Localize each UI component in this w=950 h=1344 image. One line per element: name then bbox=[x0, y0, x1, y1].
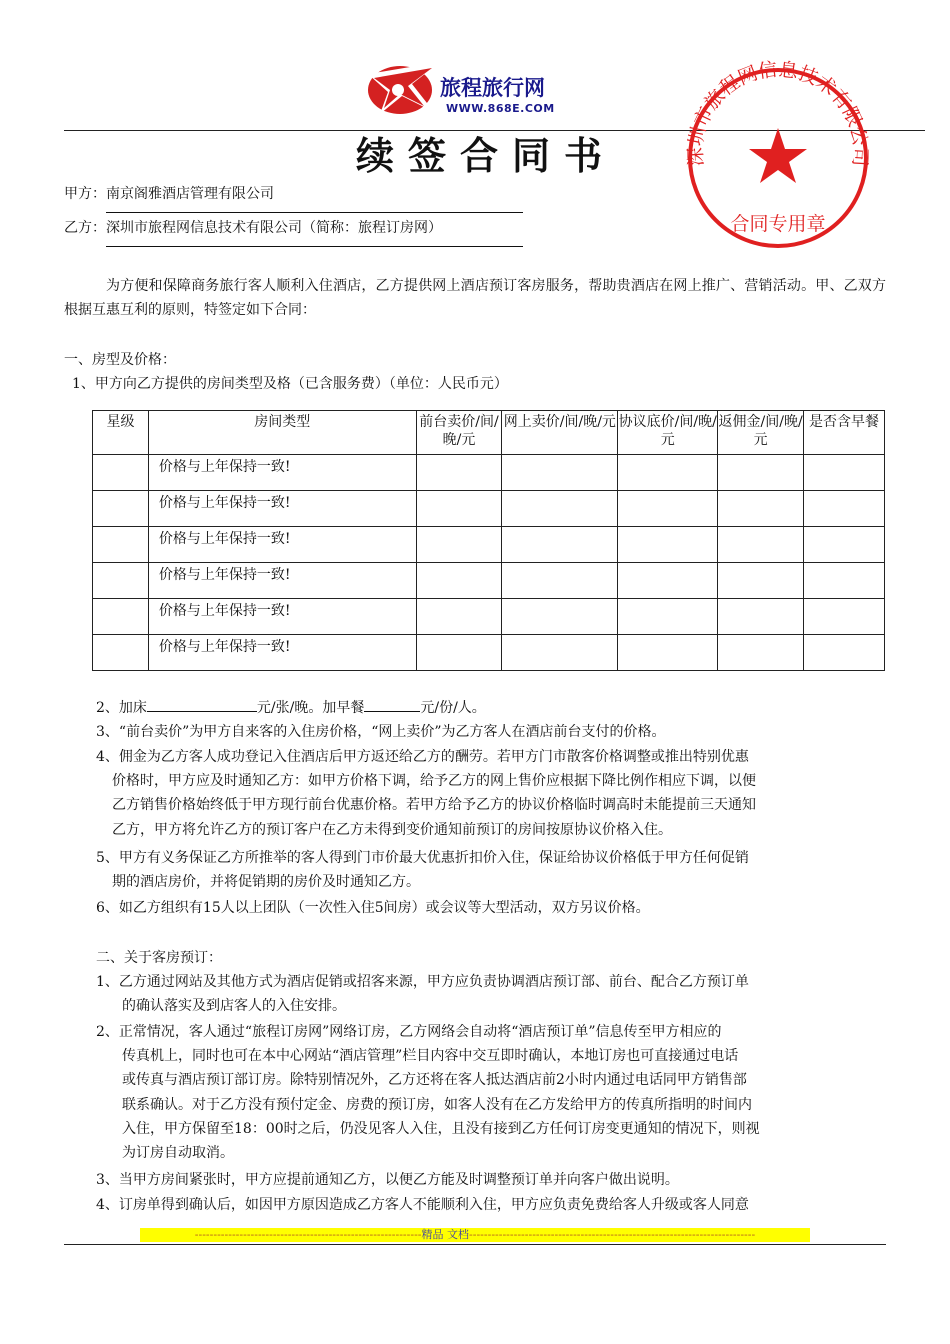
col-header: 返佣金/间/晚/元 bbox=[718, 411, 804, 455]
s2-item-2-line: 为订房自动取消。 bbox=[122, 1145, 234, 1162]
s2-item-1-line: 1、乙方通过网站及其他方式为酒店促销或招客来源，甲方应负责协调酒店预订部、前台、配合乙方预订单 bbox=[96, 974, 749, 990]
table-row bbox=[93, 563, 885, 599]
extra-breakfast-label: 元/张/晚。加早餐 bbox=[256, 700, 365, 716]
extra-bed-blank bbox=[147, 697, 257, 712]
room-type-cell: 价格与上年保持一致! bbox=[148, 563, 416, 599]
logo-url: WWW.868E.COM bbox=[446, 102, 555, 115]
room-type-cell: 价格与上年保持一致! bbox=[148, 635, 416, 671]
logo bbox=[362, 56, 582, 124]
table-row bbox=[93, 491, 885, 527]
party-b-value: 深圳市旅程网信息技术有限公司（简称：旅程订房网） bbox=[106, 220, 442, 236]
item-3: 3、“前台卖价”为甲方自来客的入住房价格，“网上卖价”为乙方客人在酒店前台支付的价格。 bbox=[96, 724, 666, 740]
extra-breakfast-blank bbox=[364, 697, 420, 712]
s2-item-2-line: 入住，甲方保留至18：00时之后，仍没见客人入住，且没有接到乙方任何订房变更通知的情况下，则视 bbox=[122, 1120, 760, 1137]
party-b bbox=[64, 216, 442, 240]
party-a bbox=[64, 182, 274, 206]
item-4-line: 乙方，甲方将允许乙方的预订客户在乙方未得到变价通知前预订的房间按原协议价格入住。 bbox=[112, 821, 672, 838]
section2-heading: 二、关于客房预订： bbox=[96, 950, 222, 966]
room-type-cell: 价格与上年保持一致! bbox=[148, 527, 416, 563]
footer-rule bbox=[64, 1244, 886, 1245]
stamp-bottom-text: 合同专用章 bbox=[730, 213, 826, 235]
s2-item-2-line: 或传真与酒店预订部订房。除特别情况外，乙方还将在客人抵达酒店前2小时内通过电话同甲方销售部 bbox=[122, 1072, 747, 1089]
s2-item-1 bbox=[96, 970, 749, 1018]
item-4-line: 价格时，甲方应及时通知乙方：如甲方价格下调，给予乙方的网上售价应根据下降比例作相应下调，以便 bbox=[112, 773, 756, 790]
table-row bbox=[93, 527, 885, 563]
party-b-underline bbox=[106, 246, 523, 247]
s2-item-1-line: 的确认落实及到店客人的入住安排。 bbox=[122, 998, 346, 1015]
item-6: 6、如乙方组织有15人以上团队（一次性入住5间房）或会议等大型活动，双方另议价格。 bbox=[96, 900, 650, 916]
intro-paragraph: 为方便和保障商务旅行客人顺利入住酒店，乙方提供网上酒店预订客房服务，帮助贵酒店在网上推广、营销活动。甲、乙双方根据互惠互利的原则，特签定如下合同： bbox=[64, 278, 886, 318]
extra-breakfast-unit: 元/份/人。 bbox=[420, 700, 486, 716]
logo-name: 旅程旅行网 bbox=[440, 76, 545, 100]
item-4-line: 4、佣金为乙方客人成功登记入住酒店后甲方返还给乙方的酬劳。若甲方门市散客价格调整或推出特别优惠 bbox=[96, 749, 749, 765]
col-header: 协议底价/间/晚/元 bbox=[618, 411, 718, 455]
item-4-line: 乙方销售价格始终低于甲方现行前台优惠价格。若甲方给予乙方的协议价格临时调高时未能提前三天通知 bbox=[112, 797, 756, 814]
item-5-line: 期的酒店房价，并将促销期的房价及时通知乙方。 bbox=[112, 874, 420, 891]
s2-item-3: 3、当甲方房间紧张时，甲方应提前通知乙方，以便乙方能及时调整预订单并向客户做出说明。 bbox=[96, 1172, 679, 1188]
table-row bbox=[93, 635, 885, 671]
star-icon bbox=[749, 128, 807, 183]
contract-stamp bbox=[678, 58, 878, 258]
footer-dashes-left: ------------------------------------------------------------- bbox=[194, 1228, 422, 1241]
s2-item-2-line: 2、正常情况，客人通过“旅程订房网”网络订房，乙方网络会自动将“酒店预订单”信息传至甲方相应的 bbox=[96, 1024, 722, 1040]
page-title: 续签合同书 bbox=[356, 133, 617, 178]
table-header-row bbox=[93, 411, 885, 455]
party-a-label: 甲方： bbox=[64, 186, 106, 202]
section1-heading: 一、房型及价格： bbox=[64, 352, 176, 368]
table-row bbox=[93, 599, 885, 635]
room-price-table bbox=[92, 410, 885, 671]
col-header: 前台卖价/间/晚/元 bbox=[416, 411, 502, 455]
footer-label: 精品 文档 bbox=[421, 1228, 470, 1241]
item-extra-bed bbox=[96, 696, 486, 720]
item-5 bbox=[96, 846, 749, 894]
s2-item-4: 4、订房单得到确认后，如因甲方原因造成乙方客人不能顺利入住，甲方应负责免费给客人升级或客人同意 bbox=[96, 1197, 749, 1213]
footer-banner bbox=[140, 1228, 810, 1242]
item-4 bbox=[96, 745, 756, 842]
footer-dashes-right: ----------------------------------------------------------------------------- bbox=[469, 1228, 756, 1241]
section1-sub1: 1、甲方向乙方提供的房间类型及格（已含服务费）（单位：人民币元） bbox=[72, 376, 508, 392]
col-header: 网上卖价/间/晚/元 bbox=[502, 411, 618, 455]
col-header: 房间类型 bbox=[148, 411, 416, 455]
col-header: 是否含早餐 bbox=[804, 411, 885, 455]
room-type-cell: 价格与上年保持一致! bbox=[148, 491, 416, 527]
s2-item-2-line: 传真机上，同时也可在本中心网站“酒店管理”栏目内容中交互即时确认，本地订房也可直接通过电话 bbox=[122, 1048, 739, 1065]
party-a-underline bbox=[106, 212, 523, 213]
extra-bed-label: 2、加床 bbox=[96, 700, 147, 716]
table-row bbox=[93, 455, 885, 491]
logo-plane-icon bbox=[362, 56, 446, 120]
room-type-cell: 价格与上年保持一致! bbox=[148, 455, 416, 491]
col-header: 星级 bbox=[93, 411, 149, 455]
party-a-value: 南京阁雅酒店管理有限公司 bbox=[106, 186, 274, 202]
item-5-line: 5、甲方有义务保证乙方所推举的客人得到门市价最大优惠折扣价入住，保证给协议价格低于甲方任何促销 bbox=[96, 850, 749, 866]
room-type-cell: 价格与上年保持一致! bbox=[148, 599, 416, 635]
stamp-top-text: 深圳市旅程网信息技术有限公司 bbox=[684, 58, 872, 167]
s2-item-2-line: 联系确认。对于乙方没有预付定金、房费的预订房，如客人没有在乙方发给甲方的传真所指明的时间内 bbox=[122, 1096, 752, 1113]
party-b-label: 乙方： bbox=[64, 220, 106, 236]
s2-item-2 bbox=[96, 1020, 760, 1165]
